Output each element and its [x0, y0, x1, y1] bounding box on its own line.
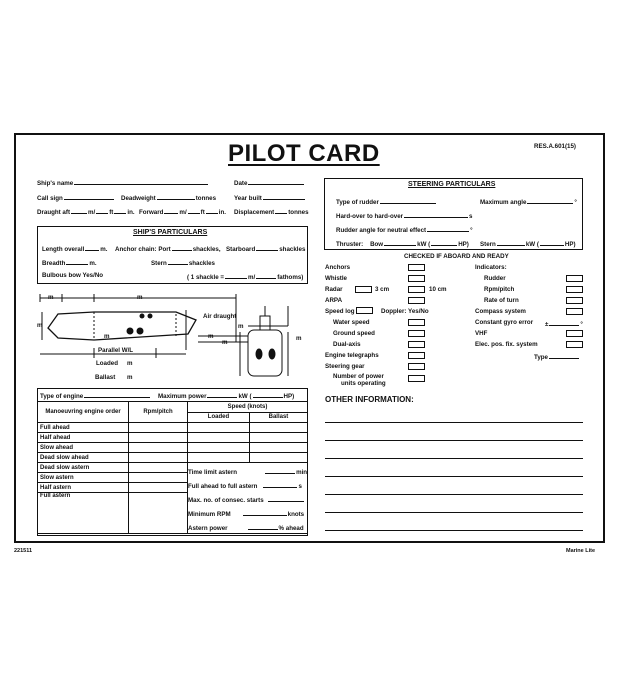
constant-gyro-label: Constant gyro error — [475, 319, 534, 326]
rpm-cell[interactable] — [129, 453, 188, 463]
dim-m-8: m — [296, 335, 302, 342]
col-rpm-header: Rpm/pitch — [129, 402, 188, 423]
num-power-units-label: Number of power — [333, 373, 384, 380]
ship-diagram — [36, 292, 312, 388]
anchor-chain-label: Anchor chain: Port shackles, — [115, 246, 221, 253]
product-code: 221511 — [14, 548, 33, 554]
other-information-heading: OTHER INFORMATION: — [325, 395, 414, 404]
max-power-hp-field[interactable] — [253, 391, 283, 398]
type-label: Type — [534, 352, 580, 362]
rudder-indicator-label: Rudder — [484, 275, 506, 282]
rpm-cell[interactable] — [129, 433, 188, 443]
rpm-pitch-indicator-checkbox[interactable] — [566, 286, 583, 293]
rudder-indicator-checkbox[interactable] — [566, 275, 583, 282]
vhf-checkbox[interactable] — [566, 330, 583, 337]
anchor-port-field[interactable] — [172, 244, 192, 251]
min-rpm-label: Minimum RPM knots — [188, 511, 305, 518]
rate-of-turn-label: Rate of turn — [484, 297, 519, 304]
one-shackle-label: ( 1 shackle = m/ fathoms) — [187, 274, 304, 281]
col-ballast-header: Ballast — [249, 412, 307, 423]
forward-in-field[interactable] — [206, 207, 218, 214]
draught-aft-in-field[interactable] — [114, 207, 126, 214]
forward-label: Forward m/ ft in. — [139, 209, 227, 216]
vhf-label: VHF — [475, 330, 488, 337]
whistle-label: Whistle — [325, 275, 348, 282]
dual-axis-label: Dual-axis — [333, 341, 361, 348]
dim-m-5: m — [238, 323, 244, 330]
bulbous-bow-label: Bulbous bow Yes/No — [42, 272, 104, 279]
shackle-fathoms-field[interactable] — [256, 272, 276, 279]
dim-m-6: m — [208, 333, 214, 340]
year-built-label: Year built — [234, 193, 306, 203]
elec-pos-label: Elec. pos. fix. system — [475, 341, 538, 348]
length-overall-label: Length overall m. — [42, 246, 108, 253]
speed-log-checkbox[interactable] — [356, 307, 373, 314]
ballast-cell[interactable] — [249, 443, 307, 453]
doppler-label: Doppler: Yes/No — [381, 308, 429, 315]
steering-gear-checkbox[interactable] — [408, 363, 425, 370]
power-units-checkbox[interactable] — [408, 375, 425, 382]
draught-aft-ft-field[interactable] — [96, 207, 108, 214]
starboard-label: Starboard shackles — [226, 246, 306, 253]
full-ahead-astern-label: Full ahead to full astern s — [188, 483, 302, 490]
ground-speed-checkbox[interactable] — [408, 330, 425, 337]
dim-m-7: m — [222, 339, 228, 346]
stern-anchor-label: Stern shackles — [151, 260, 215, 267]
anchor-starboard-field[interactable] — [256, 244, 278, 251]
arpa-label: ARPA — [325, 297, 343, 304]
maximum-power-label: Maximum power kW ( HP) — [158, 393, 295, 400]
rpm-cell[interactable] — [129, 473, 188, 483]
type-of-engine-label: Type of engine — [40, 391, 151, 401]
stern-kw-field[interactable] — [497, 239, 525, 246]
ships-name-label: Ship's name — [37, 178, 209, 188]
rpm-cell[interactable] — [129, 483, 188, 493]
ballast-cell[interactable] — [249, 453, 307, 463]
radar-3cm-label: 3 cm — [375, 286, 390, 293]
anchors-label: Anchors — [325, 264, 351, 271]
astern-power-field[interactable] — [248, 523, 278, 530]
order-full-astern: Full astern — [38, 493, 129, 534]
table-row — [38, 443, 308, 453]
dim-m-1: m — [48, 294, 54, 301]
dim-m-4: m — [104, 333, 110, 340]
maximum-angle-label: Maximum angle ° — [480, 199, 577, 206]
col-order-header: Manoeuvring engine order — [38, 402, 129, 423]
speed-log-label: Speed log — [325, 308, 355, 315]
water-speed-checkbox[interactable] — [408, 319, 425, 326]
call-sign-label: Call sign — [37, 193, 115, 203]
order-dead-slow-ahead: Dead slow ahead — [38, 453, 129, 463]
engine-telegraphs-checkbox[interactable] — [408, 352, 425, 359]
order-half-astern: Half astern — [38, 483, 129, 493]
table-row — [38, 433, 308, 443]
parallel-wl-label: Parallel W/L — [98, 347, 134, 354]
order-full-ahead: Full ahead — [38, 423, 129, 433]
type-of-rudder-field[interactable] — [380, 197, 436, 204]
draught-aft-m-field[interactable] — [71, 207, 87, 214]
hard-over-label: Hard-over to hard-over s — [336, 213, 473, 220]
radar-label: Radar — [325, 286, 343, 293]
table-row — [38, 453, 308, 463]
other-info-line-3[interactable] — [325, 458, 583, 459]
stern-thruster-label: Stern kW ( HP) — [480, 241, 576, 248]
brand-name: Marine Lite — [566, 548, 596, 554]
shackle-m-field[interactable] — [225, 272, 247, 279]
date-label: Date — [234, 178, 305, 188]
type-of-rudder-label: Type of rudder — [336, 197, 437, 207]
time-limit-label: Time limit astern min — [188, 469, 308, 476]
min-rpm-field[interactable] — [243, 509, 287, 516]
steering-gear-label: Steering gear — [325, 363, 365, 370]
engine-telegraphs-label: Engine telegraphs — [325, 352, 379, 359]
rudder-neutral-field[interactable] — [427, 225, 469, 232]
stern-hp-field[interactable] — [540, 239, 564, 246]
other-info-line-6[interactable] — [325, 512, 583, 513]
reference-code: RES.A.601(15) — [534, 143, 576, 150]
units-operating-label: units operating — [341, 380, 386, 387]
water-speed-label: Water speed — [333, 319, 370, 326]
rpm-cell[interactable] — [129, 463, 188, 473]
anchor-stern-field[interactable] — [168, 258, 188, 265]
gyro-error-field[interactable]: ± ° — [545, 321, 583, 328]
radar-3cm-checkbox[interactable] — [355, 286, 372, 293]
full-ahead-astern-field[interactable] — [263, 481, 297, 488]
anchors-checkbox[interactable] — [408, 264, 425, 271]
ground-speed-label: Ground speed — [333, 330, 375, 337]
length-overall-field[interactable] — [85, 244, 99, 251]
rpm-cell[interactable] — [129, 493, 188, 534]
other-info-line-4[interactable] — [325, 476, 583, 477]
page-title: PILOT CARD — [228, 140, 380, 167]
ballast-m: m — [127, 374, 133, 381]
thruster-label: Thruster: Bow kW ( HP) — [336, 241, 469, 248]
order-slow-astern: Slow astern — [38, 473, 129, 483]
other-info-line-5[interactable] — [325, 494, 583, 495]
date-field[interactable] — [248, 178, 304, 185]
elec-pos-checkbox[interactable] — [566, 341, 583, 348]
deadweight-label: Deadweight tonnes — [121, 195, 217, 202]
loaded-cell[interactable] — [188, 433, 250, 443]
astern-power-label: Astern power % ahead — [188, 525, 304, 532]
ships-particulars-heading: SHIP'S PARTICULARS — [133, 229, 208, 236]
max-power-kw-field[interactable] — [207, 391, 237, 398]
order-slow-ahead: Slow ahead — [38, 443, 129, 453]
checked-heading: CHECKED IF ABOARD AND READY — [404, 253, 509, 260]
dim-m-2: m — [137, 294, 143, 301]
order-half-ahead: Half ahead — [38, 433, 129, 443]
col-loaded-header: Loaded — [188, 412, 250, 423]
max-starts-label: Max. no. of consec. starts — [188, 495, 305, 505]
hard-over-field[interactable] — [404, 211, 468, 218]
max-starts-field[interactable] — [268, 495, 304, 502]
col-speed-header: Speed (knots) — [188, 402, 308, 413]
ships-name-field[interactable] — [74, 178, 208, 185]
other-info-line-2[interactable] — [325, 440, 583, 441]
air-draught-label: Air draught — [203, 313, 237, 320]
type-field[interactable] — [549, 352, 579, 359]
loaded-cell[interactable] — [188, 423, 250, 433]
rpm-cell[interactable] — [129, 423, 188, 433]
type-of-engine-field[interactable] — [84, 391, 150, 398]
breadth-field[interactable] — [66, 258, 88, 265]
rate-of-turn-checkbox[interactable] — [566, 297, 583, 304]
compass-system-checkbox[interactable] — [566, 308, 583, 315]
ballast-label: Ballast — [95, 374, 116, 381]
compass-system-label: Compass system — [475, 308, 526, 315]
year-built-field[interactable] — [263, 193, 305, 200]
rpm-pitch-indicator-label: Rpm/pitch — [484, 286, 515, 293]
other-info-line-7[interactable] — [325, 530, 583, 531]
rudder-neutral-label: Rudder angle for neutral effect ° — [336, 227, 473, 234]
rpm-cell[interactable] — [129, 443, 188, 453]
loaded-cell[interactable] — [188, 453, 250, 463]
loaded-cell[interactable] — [188, 443, 250, 453]
maximum-angle-field[interactable] — [527, 197, 573, 204]
arpa-checkbox[interactable] — [408, 297, 425, 304]
steering-heading: STEERING PARTICULARS — [408, 181, 496, 188]
order-dead-slow-astern: Dead slow astern — [38, 463, 129, 473]
time-limit-field[interactable] — [265, 467, 295, 474]
breadth-label: Breadth m. — [42, 260, 97, 267]
deadweight-field[interactable] — [157, 193, 195, 200]
radar-10cm-label: 10 cm — [429, 286, 447, 293]
forward-ft-field[interactable] — [188, 207, 200, 214]
draught-aft-label: Draught aft m/ ft in. — [37, 209, 135, 216]
displacement-label: Displacement tonnes — [234, 209, 309, 216]
ballast-cell[interactable] — [249, 423, 307, 433]
call-sign-field[interactable] — [64, 193, 114, 200]
table-row — [38, 423, 308, 433]
other-info-line-1[interactable] — [325, 422, 583, 423]
bow-hp-field[interactable] — [431, 239, 457, 246]
loaded-m: m — [127, 360, 133, 367]
bow-kw-field[interactable] — [384, 239, 416, 246]
forward-m-field[interactable] — [164, 207, 178, 214]
loaded-label: Loaded — [96, 360, 119, 367]
whistle-checkbox[interactable] — [408, 275, 425, 282]
dim-m-3: m — [37, 322, 43, 329]
indicators-label: Indicators: — [475, 264, 507, 271]
dual-axis-checkbox[interactable] — [408, 341, 425, 348]
displacement-field[interactable] — [275, 207, 287, 214]
ballast-cell[interactable] — [249, 433, 307, 443]
radar-10cm-checkbox[interactable] — [408, 286, 425, 293]
